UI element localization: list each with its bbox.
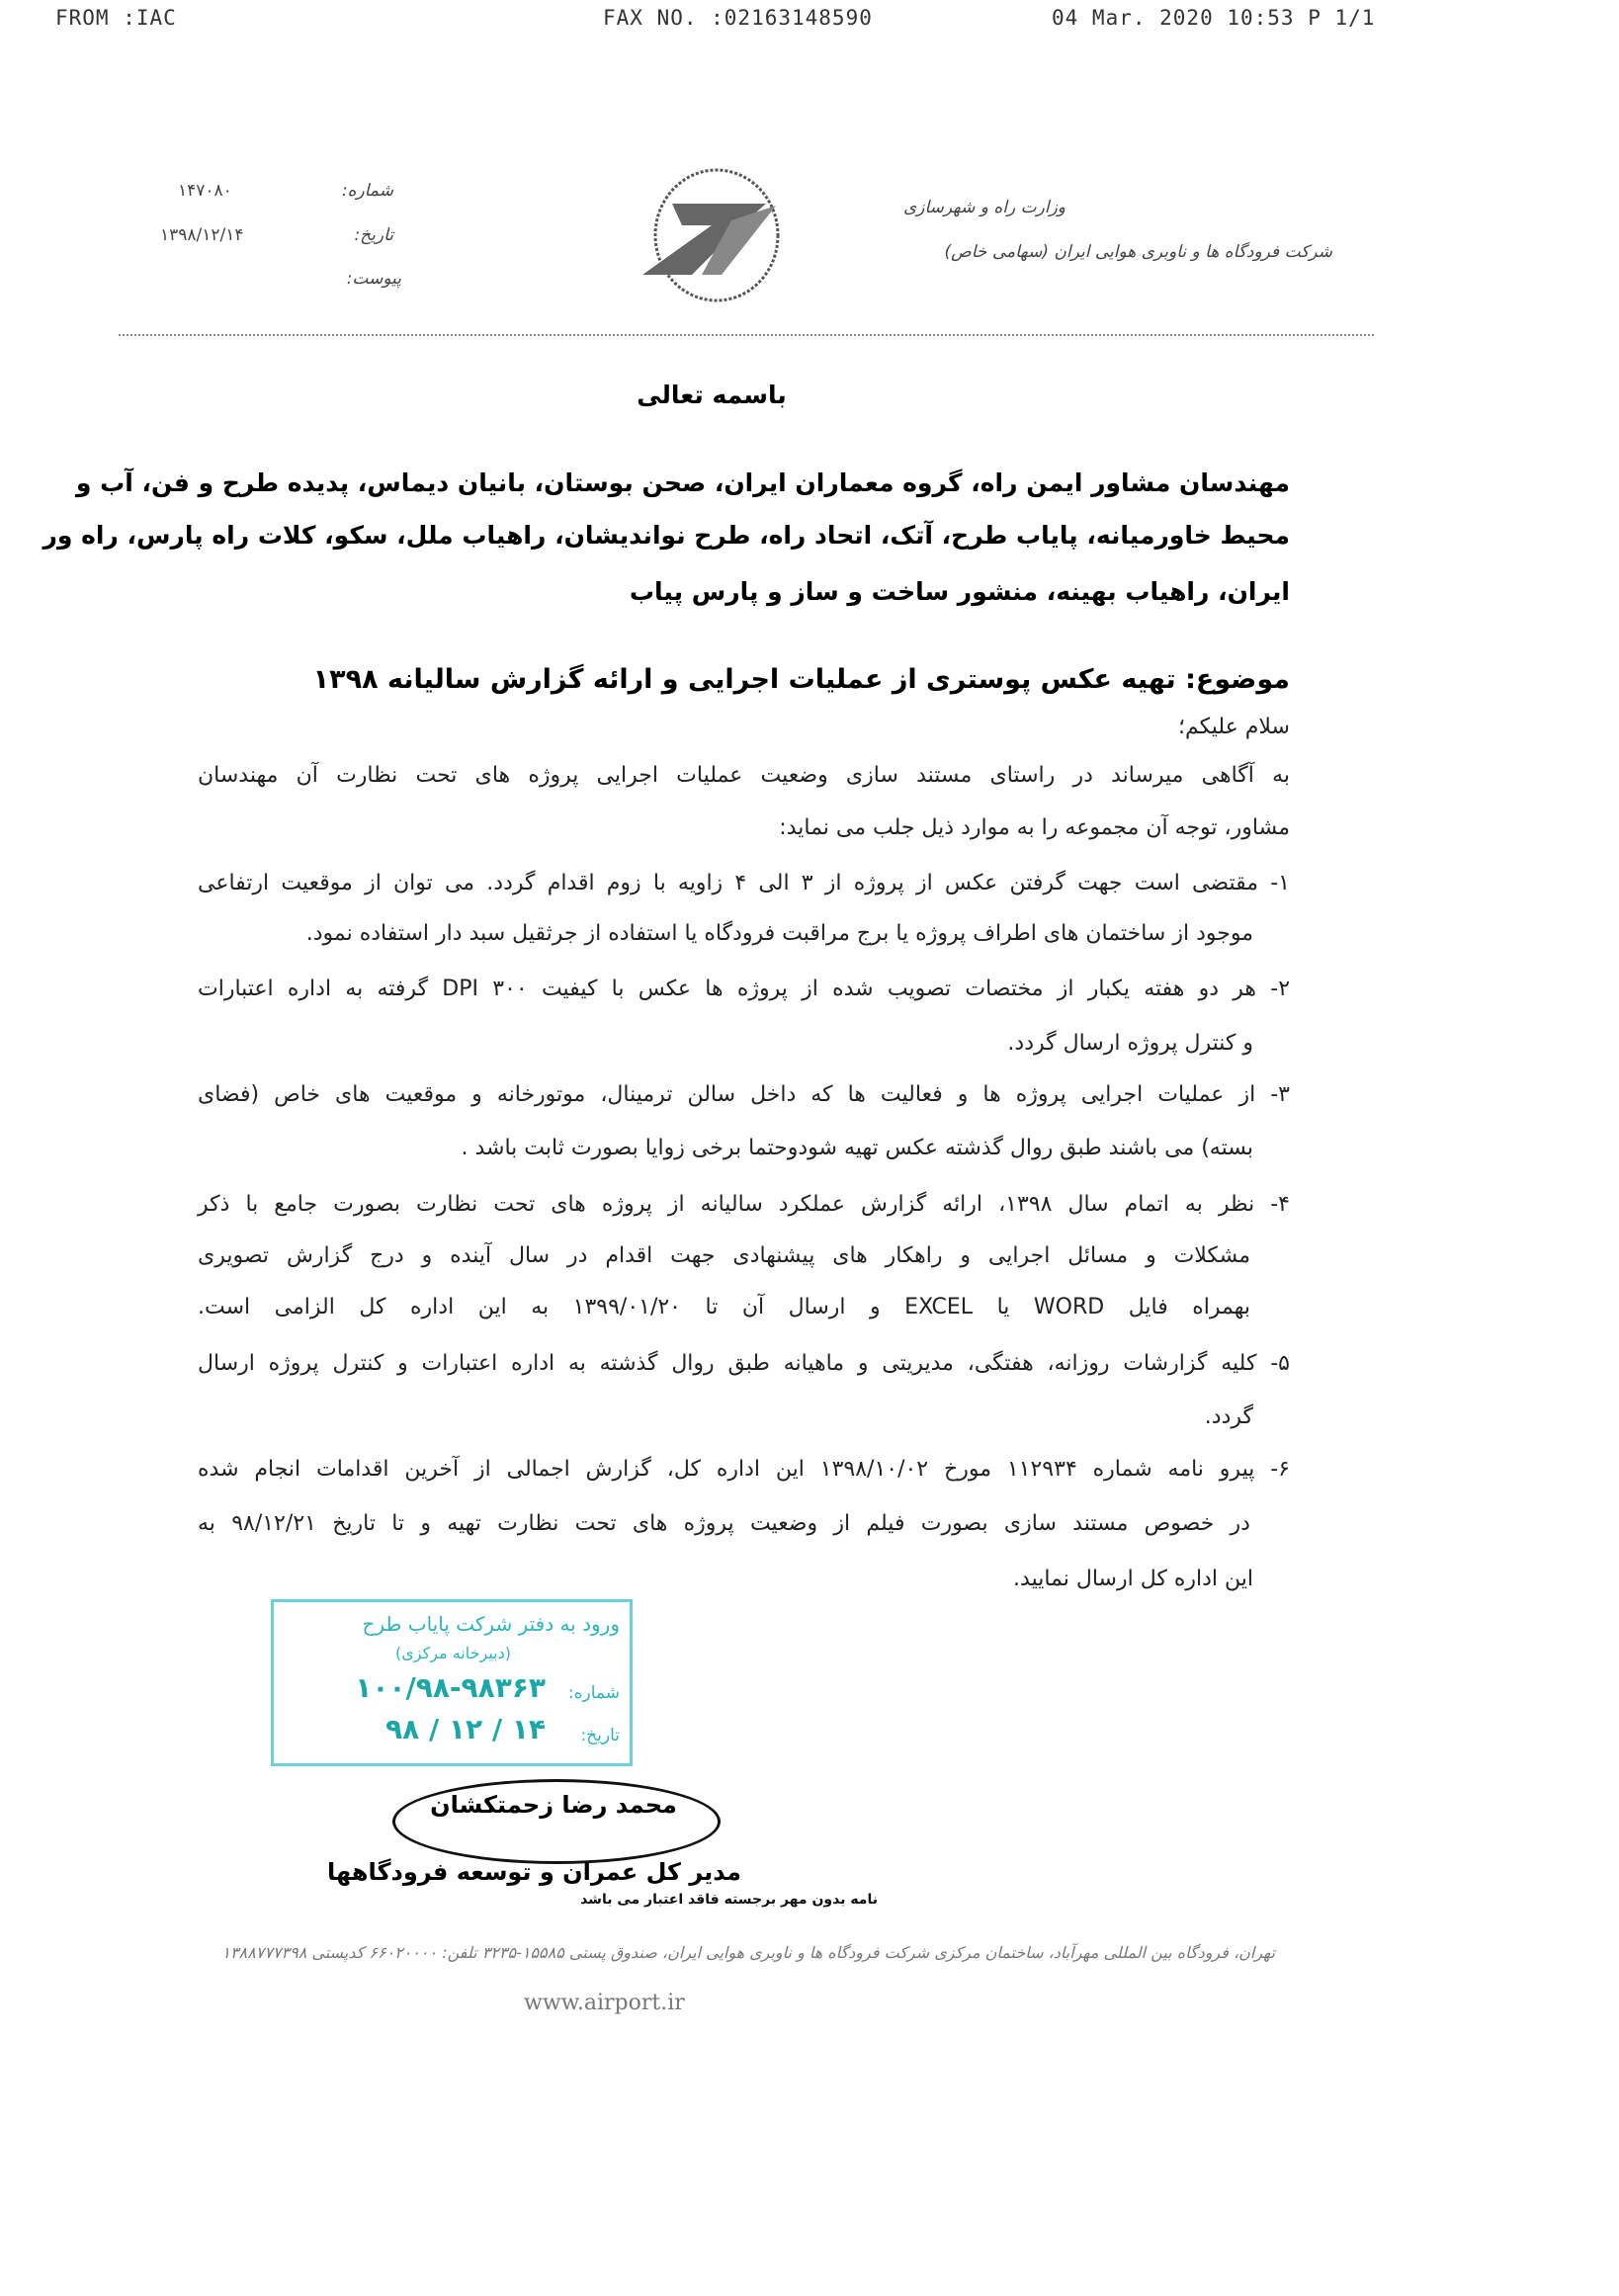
stamp-date-value: ۹۸ / ۱۲ / ۱۴ <box>385 1713 546 1745</box>
signer-title: مدیر کل عمران و توسعه فرودگاهها <box>327 1858 741 1886</box>
fax-number: FAX NO. :02163148590 <box>603 6 873 30</box>
addressee-line: محیط خاورمیانه، پایاب طرح، آتک، اتحاد راه، طرح نواندیشان، راهیاب ملل، سکو، کلات راه پارس، راه ور <box>43 521 1290 550</box>
fax-from: FROM :IAC <box>55 6 177 30</box>
airport-company-logo-icon <box>623 166 810 304</box>
item-4-line: مشکلات و مسائل اجرایی و راهکار های پیشنهادی جهت اقدام در سال آینده و درج گزارش تصویری <box>198 1243 1250 1268</box>
item-2-line: و کنترل پروژه ارسال گردد. <box>1007 1031 1253 1056</box>
stamp-number-label: شماره: <box>567 1683 620 1703</box>
footer-website: www.airport.ir <box>524 1991 685 2015</box>
item-3-line: ۳- از عملیات اجرایی پروژه ها و فعالیت ها که داخل سالن ترمینال، موتورخانه و موقعیت های خاص (فضای <box>198 1082 1290 1107</box>
stamp-date-label: تاریخ: <box>580 1726 620 1745</box>
stamp-title: ورود به دفتر شرکت پایاب طرح <box>362 1612 620 1636</box>
attachment-label: پیوست: <box>346 269 401 289</box>
item-5-line: گردد. <box>1204 1404 1253 1429</box>
item-6-line: در خصوص مستند سازی بصورت فیلم از وضعیت پروژه های تحت نظارت تهیه و تا تاریخ ۹۸/۱۲/۲۱ به <box>198 1511 1250 1536</box>
seal-note: نامه بدون مهر برجسته فاقد اعتبار می باشد <box>580 1892 878 1908</box>
org-line-1: وزارت راه و شهرسازی <box>902 198 1065 217</box>
item-4-line: ۴- نظر به اتمام سال ۱۳۹۸، ارائه گزارش عملکرد سالیانه از پروژه های تحت نظارت بصورت جامع با ذکر <box>198 1192 1290 1217</box>
item-2-line: ۲- هر دو هفته یکبار از مختصات تصویب شده از پروژه ها عکس با کیفیت ۳۰۰ DPI گرفته به اداره اعتبارات <box>198 977 1291 1001</box>
date-value: ۱۳۹۸/۱۲/۱۴ <box>160 225 244 245</box>
footer-address: تهران، فرودگاه بین المللی مهرآباد، ساختمان مرکزی شرکت فرودگاه ها و ناوبری هوایی ایران، صندوق پستی ۱۵۵۸۵-۳۲۳۵ تلفن: ۶۶۰۲۰۰۰۰ کدپستی ۱۳۸۸۷۷۷۳۹۸ <box>221 1943 1275 1962</box>
intro-line: به آگاهی میرساند در راستای مستند سازی وضعیت عملیات اجرایی پروژه های تحت نظارت آن مهندسان <box>198 763 1290 788</box>
stamp-number-value: ۱۰۰/۹۸-۹۸۳۶۳ <box>355 1671 546 1704</box>
item-4-line: بهمراه فایل WORD یا EXCEL و ارسال آن تا ۱۳۹۹/۰۱/۲۰ به این اداره کل الزامی است. <box>198 1295 1251 1319</box>
stamp-subtitle: (دبیرخانه مرکزی) <box>395 1644 511 1662</box>
signer-name: محمد رضا زحمتکشان <box>430 1791 677 1819</box>
item-6-line: این اداره کل ارسال نمایید. <box>1013 1567 1253 1591</box>
basmeh: باسمه تعالی <box>637 381 787 409</box>
intro-line: مشاور، توجه آن مجموعه را به موارد ذیل جلب می نماید: <box>779 815 1290 840</box>
item-6-line: ۶- پیرو نامه شماره ۱۱۲۹۳۴ مورخ ۱۳۹۸/۱۰/۰۲ این اداره کل، گزارش اجمالی از آخرین اقدامات انجام شده <box>198 1457 1290 1482</box>
addressee-line: ایران، راهیاب بهینه، منشور ساخت و ساز و پارس پیاب <box>629 577 1290 606</box>
date-label: تاریخ: <box>354 225 393 245</box>
received-stamp <box>271 1599 633 1766</box>
subject: موضوع: تهیه عکس پوستری از عملیات اجرایی و ارائه گزارش سالیانه ۱۳۹۸ <box>312 664 1290 695</box>
item-3-line: بسته) می باشند طبق روال گذشته عکس تهیه شودوحتما برخی زوایا بصورت ثابت باشد . <box>461 1136 1253 1160</box>
number-value: ۱۴۷۰۸۰ <box>178 181 232 201</box>
fax-date: 04 Mar. 2020 10:53 P 1/1 <box>1052 6 1376 30</box>
header-divider <box>119 334 1374 336</box>
org-line-2: شرکت فرودگاه ها و ناوبری هوایی ایران (سهامی خاص) <box>944 242 1332 262</box>
number-label: شماره: <box>341 181 393 201</box>
item-1-line: ۱- مقتضی است جهت گرفتن عکس از پروژه از ۳ الی ۴ زاویه با زوم اقدام گردد. می توان از موقعیت ارتفاعی <box>198 871 1290 895</box>
addressee-line: مهندسان مشاور ایمن راه، گروه معماران ایران، صحن بوستان، بانیان دیماس، پدیده طرح و فن، آب و <box>75 468 1290 497</box>
greeting: سلام علیکم؛ <box>1177 715 1290 739</box>
item-5-line: ۵- کلیه گزارشات روزانه، هفتگی، مدیریتی و ماهیانه طبق روال گذشته به اداره اعتبارات و کنترل پروژه ارسال <box>198 1351 1290 1376</box>
item-1-line: موجود از ساختمان های اطراف پروژه یا برج مراقبت فرودگاه یا استفاده از جرثقیل سبد دار استفاده نمود. <box>305 921 1253 946</box>
